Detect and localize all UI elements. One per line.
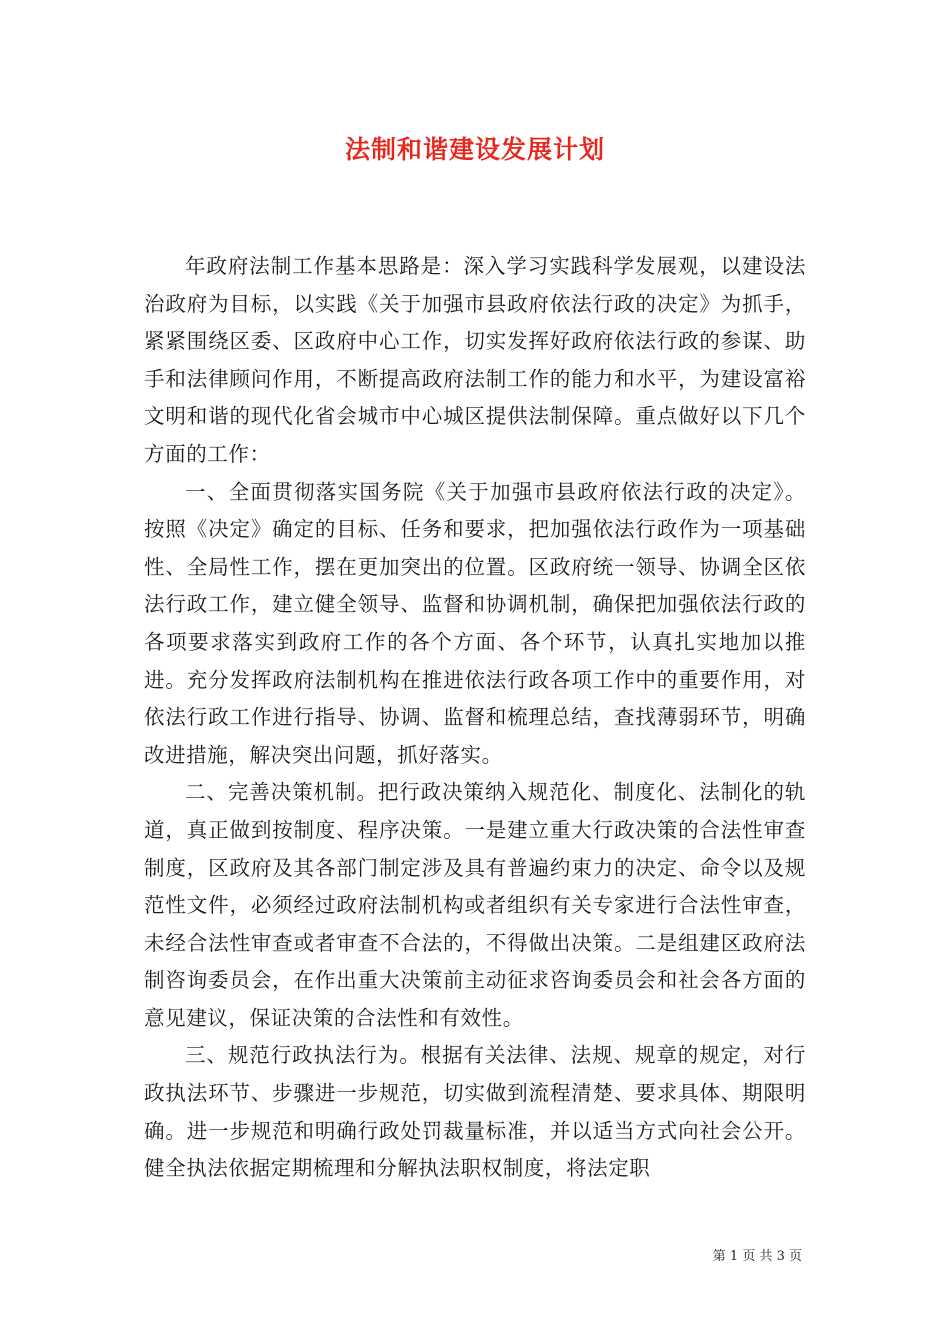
document-title: 法制和谐建设发展计划 — [344, 135, 605, 164]
paragraph-intro: 年政府法制工作基本思路是：深入学习实践科学发展观，以建设法治政府为目标，以实践《关于加强市县政府依法行政的决定》为抓手，紧紧围绕区委、区政府中心工作，切实发挥好政府依法行政的参谋、助手和法律顾问作用，不断提高政府法制工作的能力和水平，为建设富裕文明和谐的现代化省会城市中心城区提供法制保障。重点做好以下几个方面的工作： — [144, 254, 806, 466]
paragraph-section-2: 二、完善决策机制。把行政决策纳入规范化、制度化、法制化的轨道，真正做到按制度、程序决策。一是建立重大行政决策的合法性审查制度，区政府及其各部门制定涉及具有普遍约束力的决定、命令以及规范性文件，必须经过政府法制机构或者组织有关专家进行合法性审查，未经合法性审查或者审查不合法的，不得做出决策。二是组建区政府法制咨询委员会，在作出重大决策前主动征求咨询委员会和社会各方面的意见建议，保证决策的合法性和有效性。 — [144, 780, 806, 1030]
document-body — [144, 248, 806, 1188]
paragraph-section-3: 三、规范行政执法行为。根据有关法律、法规、规章的规定，对行政执法环节、步骤进一步规范，切实做到流程清楚、要求具体、期限明确。进一步规范和明确行政处罚裁量标准，并以适当方式向社会公开。健全执法依据定期梳理和分解执法职权制度，将法定职 — [144, 1043, 806, 1181]
paragraph-section-1: 一、全面贯彻落实国务院《关于加强市县政府依法行政的决定》。按照《决定》确定的目标、任务和要求，把加强依法行政作为一项基础性、全局性工作，摆在更加突出的位置。区政府统一领导、协调全区依法行政工作，建立健全领导、监督和协调机制，确保把加强依法行政的各项要求落实到政府工作的各个方面、各个环节，认真扎实地加以推进。充分发挥政府法制机构在推进依法行政各项工作中的重要作用，对依法行政工作进行指导、协调、监督和梳理总结，查找薄弱环节，明确改进措施，解决突出问题，抓好落实。 — [144, 479, 806, 767]
page-number: 第 1 页 共 3 页 — [712, 1249, 802, 1264]
